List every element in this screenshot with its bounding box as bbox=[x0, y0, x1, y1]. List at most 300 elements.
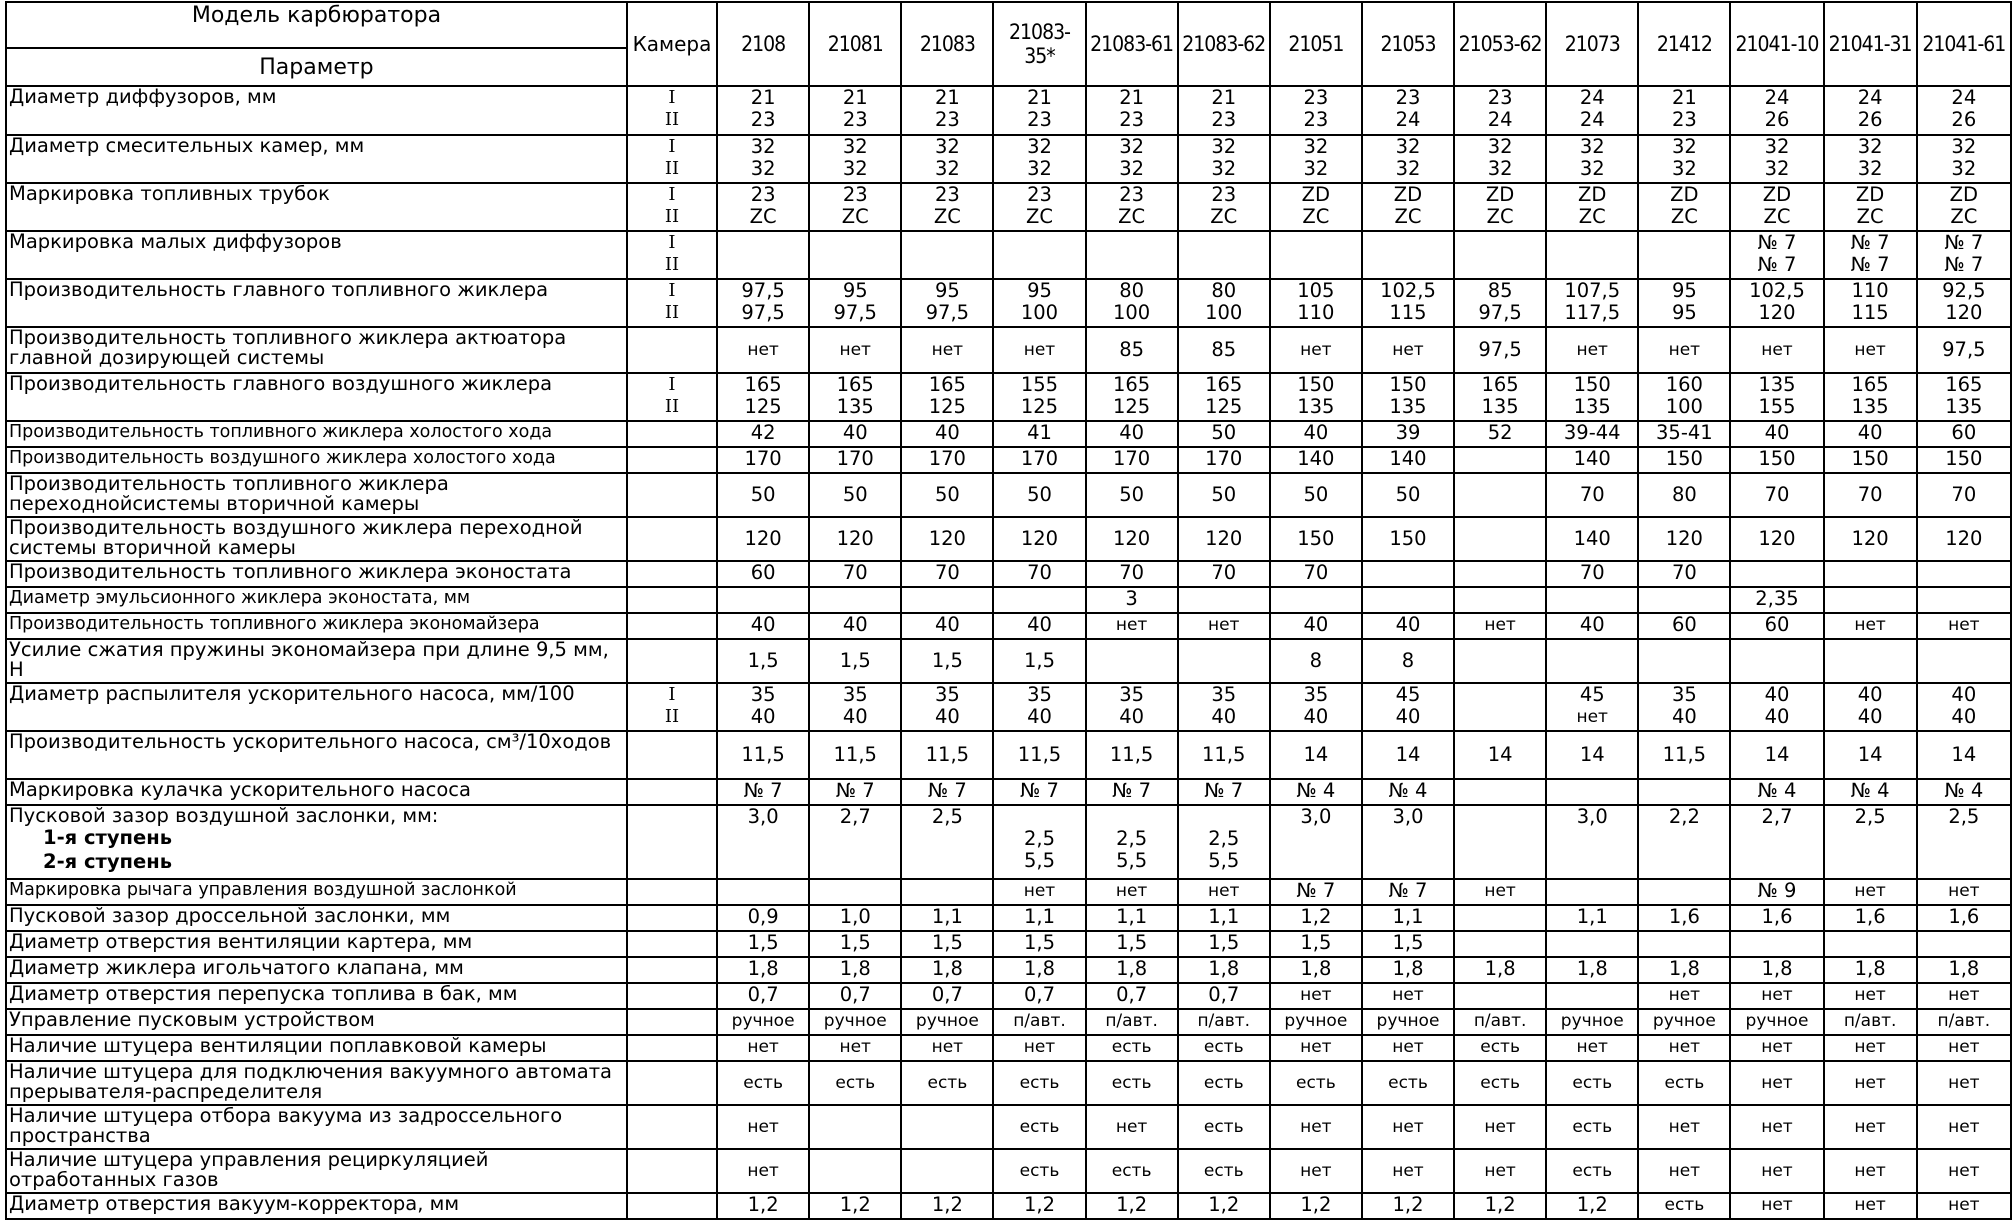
value-cell bbox=[1638, 135, 1730, 183]
value-text: 170 bbox=[1020, 447, 1059, 470]
value-cell bbox=[993, 279, 1085, 327]
value-cell bbox=[1178, 983, 1270, 1009]
value-cell bbox=[1178, 447, 1270, 473]
value-text: нет bbox=[1761, 1195, 1793, 1215]
value-text bbox=[996, 806, 1082, 828]
value-cell bbox=[1270, 931, 1362, 957]
value-text: 40 bbox=[1211, 705, 1237, 728]
value-text: 135 bbox=[1481, 395, 1519, 418]
value-text: 95 bbox=[1671, 279, 1697, 302]
value-cell bbox=[901, 613, 993, 639]
table-row bbox=[6, 779, 2011, 805]
value-cell bbox=[901, 731, 993, 779]
value-cell bbox=[1086, 779, 1178, 805]
value-cell bbox=[1546, 983, 1638, 1009]
value-cell bbox=[1917, 373, 2011, 421]
table-row bbox=[6, 1193, 2011, 1219]
value-text: ручное bbox=[915, 1011, 979, 1031]
value-cell bbox=[1917, 983, 2011, 1009]
value-cell bbox=[1638, 1061, 1730, 1105]
value-cell bbox=[1454, 805, 1546, 879]
value-text: 14 bbox=[1395, 743, 1421, 766]
value-cell bbox=[717, 957, 809, 983]
value-cell bbox=[1730, 1193, 1823, 1219]
value-text: ZC bbox=[933, 205, 961, 228]
value-text: № 7 bbox=[835, 779, 875, 802]
value-text: 95 bbox=[842, 279, 868, 302]
camera-cell bbox=[627, 931, 717, 957]
value-text: 170 bbox=[836, 447, 874, 470]
value-text: 35-41 bbox=[1656, 421, 1713, 444]
value-text: 155 bbox=[1758, 395, 1796, 418]
value-text: 70 bbox=[842, 561, 868, 584]
value-text: 5,5 bbox=[1208, 849, 1240, 872]
value-cell bbox=[1454, 1035, 1546, 1061]
value-cell bbox=[1546, 135, 1638, 183]
value-text: 32 bbox=[1857, 135, 1883, 158]
value-cell bbox=[1546, 805, 1638, 879]
value-cell bbox=[809, 779, 901, 805]
value-cell bbox=[1362, 1193, 1454, 1219]
value-text: 170 bbox=[744, 447, 782, 470]
value-cell bbox=[717, 931, 809, 957]
value-text: нет bbox=[1207, 881, 1240, 901]
value-text: 1,5 bbox=[1116, 931, 1148, 954]
value-text: 120 bbox=[1945, 301, 1983, 324]
value-cell bbox=[1638, 279, 1730, 327]
camera-cell bbox=[627, 1105, 717, 1149]
value-cell bbox=[1730, 517, 1823, 561]
value-cell bbox=[1178, 731, 1270, 779]
value-text: нет bbox=[747, 1037, 779, 1057]
value-cell bbox=[1362, 517, 1454, 561]
value-text: 2,5 bbox=[1854, 805, 1886, 828]
value-text: 110 bbox=[1851, 279, 1889, 302]
value-cell bbox=[1086, 183, 1178, 231]
value-cell bbox=[1824, 1035, 1917, 1061]
value-text: 35 bbox=[1119, 683, 1145, 706]
value-text: 1,1 bbox=[1392, 905, 1424, 928]
value-text: 1,2 bbox=[1208, 1193, 1240, 1216]
value-text: № 7 bbox=[1757, 253, 1797, 276]
value-text: 1,6 bbox=[1668, 905, 1700, 928]
value-text: 3,0 bbox=[1300, 805, 1332, 828]
value-text: 115 bbox=[1389, 301, 1427, 324]
camera-cell bbox=[627, 373, 717, 421]
value-text: 40 bbox=[842, 421, 868, 444]
value-cell bbox=[1638, 183, 1730, 231]
value-cell bbox=[1178, 135, 1270, 183]
value-cell bbox=[1730, 613, 1823, 639]
value-text: 1,8 bbox=[1116, 957, 1148, 980]
value-cell bbox=[1362, 805, 1454, 879]
value-text: 60 bbox=[1951, 421, 1977, 444]
model-column-header: 21041-10 bbox=[1730, 2, 1823, 86]
value-text: 120 bbox=[1112, 527, 1151, 550]
value-cell bbox=[1086, 561, 1178, 587]
value-cell bbox=[1178, 683, 1270, 731]
value-cell bbox=[1824, 639, 1917, 683]
camera-cell bbox=[627, 1009, 717, 1035]
value-cell bbox=[1086, 805, 1178, 879]
value-text: 35 bbox=[1211, 683, 1237, 706]
value-cell bbox=[993, 183, 1085, 231]
value-cell bbox=[1086, 1105, 1178, 1149]
value-cell bbox=[1638, 1105, 1730, 1149]
camera-value: I bbox=[668, 280, 676, 301]
value-cell bbox=[901, 1009, 993, 1035]
value-text: 40 bbox=[1395, 705, 1421, 728]
value-cell bbox=[717, 639, 809, 683]
table-row bbox=[6, 183, 2011, 231]
value-text: нет bbox=[1115, 615, 1148, 635]
value-text: 11,5 bbox=[1662, 743, 1707, 766]
value-text: нет bbox=[1761, 1073, 1793, 1093]
value-text: есть bbox=[1203, 1161, 1244, 1181]
value-cell bbox=[1454, 1009, 1546, 1035]
param-label bbox=[6, 1105, 627, 1149]
value-cell bbox=[1546, 639, 1638, 683]
value-text: ZC bbox=[1950, 205, 1978, 228]
value-text: 32 bbox=[1764, 135, 1790, 158]
value-cell bbox=[1270, 587, 1362, 613]
value-text: № 7 bbox=[1112, 779, 1152, 802]
value-text: 32 bbox=[934, 157, 960, 180]
param-label-text: Наличие штуцера вентиляции поплавковой камеры bbox=[9, 1034, 547, 1057]
value-cell bbox=[1638, 931, 1730, 957]
value-text: ZC bbox=[1394, 205, 1422, 228]
camera-value: I bbox=[668, 684, 676, 705]
value-cell bbox=[1178, 327, 1270, 373]
value-text: 24 bbox=[1395, 108, 1421, 131]
value-cell bbox=[1086, 683, 1178, 731]
value-cell bbox=[1917, 561, 2011, 587]
value-cell bbox=[1638, 231, 1730, 279]
param-label-text: Диаметр жиклера игольчатого клапана, мм bbox=[9, 956, 464, 979]
value-text: 97,5 bbox=[833, 301, 877, 324]
value-cell bbox=[1270, 905, 1362, 931]
value-text: 70 bbox=[1211, 561, 1237, 584]
value-cell bbox=[901, 1061, 993, 1105]
value-text: ZD bbox=[1485, 183, 1515, 206]
value-text: ZD bbox=[1949, 183, 1979, 206]
value-text: нет bbox=[1948, 1195, 1980, 1215]
value-text: п/авт. bbox=[1843, 1011, 1897, 1031]
value-cell bbox=[1270, 1193, 1362, 1219]
model-column-header: 21083-62 bbox=[1178, 2, 1270, 86]
value-text: 35 bbox=[1027, 683, 1052, 706]
value-cell bbox=[1178, 421, 1270, 447]
value-cell bbox=[1454, 1193, 1546, 1219]
value-cell bbox=[809, 135, 901, 183]
value-cell bbox=[993, 931, 1085, 957]
table-row bbox=[6, 731, 2011, 779]
value-text: 1,1 bbox=[931, 905, 963, 928]
value-cell bbox=[1730, 135, 1823, 183]
value-text: 150 bbox=[1573, 373, 1611, 396]
model-column-header: 21053-62 bbox=[1454, 2, 1546, 86]
value-cell bbox=[1270, 279, 1362, 327]
value-text: 1,2 bbox=[1392, 1193, 1424, 1216]
value-text: № 4 bbox=[1757, 779, 1797, 802]
value-text: ZD bbox=[1762, 183, 1792, 206]
value-text: 115 bbox=[1851, 301, 1889, 324]
value-text: № 7 bbox=[1757, 231, 1797, 254]
model-column-header: 21041-61 bbox=[1917, 2, 2011, 86]
value-cell bbox=[717, 279, 809, 327]
value-text: есть bbox=[1111, 1037, 1152, 1057]
value-text: 21 bbox=[1119, 86, 1145, 109]
value-text: 170 bbox=[928, 447, 966, 470]
value-text: есть bbox=[1480, 1073, 1520, 1093]
value-text: 160 bbox=[1665, 373, 1703, 396]
value-text: ZD bbox=[1578, 183, 1607, 206]
value-text: 32 bbox=[1211, 157, 1237, 180]
value-text: 14 bbox=[1487, 743, 1513, 766]
value-cell bbox=[1730, 561, 1823, 587]
value-cell bbox=[1178, 587, 1270, 613]
value-cell bbox=[717, 86, 809, 135]
value-text: 32 bbox=[1211, 135, 1237, 158]
value-cell bbox=[717, 905, 809, 931]
value-text: нет bbox=[747, 1117, 779, 1137]
value-text: 23 bbox=[842, 183, 868, 206]
value-cell bbox=[1824, 183, 1917, 231]
param-label-text: Управление пусковым устройством bbox=[9, 1008, 375, 1031]
value-text: 32 bbox=[1579, 157, 1605, 180]
value-cell bbox=[993, 373, 1085, 421]
value-text: 11,5 bbox=[1109, 743, 1154, 766]
value-cell bbox=[809, 183, 901, 231]
value-text: ZC bbox=[1856, 205, 1884, 228]
value-text: 150 bbox=[1389, 527, 1427, 550]
value-cell bbox=[717, 683, 809, 731]
table-row bbox=[6, 983, 2011, 1009]
value-text: нет bbox=[747, 1161, 779, 1181]
value-text: нет bbox=[1854, 1073, 1886, 1093]
value-text bbox=[1641, 232, 1727, 254]
value-text: 32 bbox=[1395, 157, 1421, 180]
value-cell bbox=[1917, 135, 2011, 183]
value-cell bbox=[1638, 905, 1730, 931]
value-cell bbox=[717, 1193, 809, 1219]
value-text: 117,5 bbox=[1564, 301, 1621, 324]
value-text bbox=[1365, 232, 1451, 254]
value-text: 70 bbox=[1857, 483, 1883, 506]
value-cell bbox=[993, 473, 1085, 517]
param-header-label: Параметр bbox=[6, 48, 627, 86]
value-text: 0,7 bbox=[839, 983, 871, 1006]
value-text: 97,5 bbox=[1478, 301, 1522, 324]
value-text: нет bbox=[1854, 1037, 1886, 1057]
model-column-header: 21083 bbox=[901, 2, 993, 86]
value-text: № 7 bbox=[743, 779, 783, 802]
value-text: ZC bbox=[841, 205, 869, 228]
value-cell bbox=[717, 613, 809, 639]
value-cell bbox=[1638, 879, 1730, 905]
value-text: 1,5 bbox=[1023, 931, 1055, 954]
value-cell bbox=[1730, 639, 1823, 683]
value-cell bbox=[1638, 613, 1730, 639]
value-text: нет bbox=[1761, 985, 1793, 1005]
value-text: 40 bbox=[1119, 705, 1145, 728]
model-column-header: 21051 bbox=[1270, 2, 1362, 86]
camera-cell bbox=[627, 1193, 717, 1219]
value-text: 170 bbox=[1205, 447, 1243, 470]
value-text: 1,6 bbox=[1761, 905, 1793, 928]
value-cell bbox=[1546, 1009, 1638, 1035]
camera-cell bbox=[627, 1035, 717, 1061]
value-text: 85 bbox=[1487, 279, 1513, 302]
value-text: 45 bbox=[1579, 683, 1605, 706]
value-cell bbox=[1546, 447, 1638, 473]
value-cell bbox=[901, 683, 993, 731]
value-text: 1,2 bbox=[1576, 1193, 1608, 1216]
value-cell bbox=[1270, 327, 1362, 373]
value-cell bbox=[717, 779, 809, 805]
table-row bbox=[6, 279, 2011, 327]
value-text: 24 bbox=[1951, 86, 1977, 109]
value-cell bbox=[809, 1193, 901, 1219]
model-column-header: 21081 bbox=[809, 2, 901, 86]
value-cell bbox=[717, 447, 809, 473]
table-row bbox=[6, 1149, 2011, 1193]
value-cell bbox=[1730, 805, 1823, 879]
value-text: 70 bbox=[1027, 561, 1052, 584]
value-cell bbox=[1454, 905, 1546, 931]
value-cell bbox=[1362, 683, 1454, 731]
value-cell bbox=[993, 1035, 1085, 1061]
value-text: 3 bbox=[1125, 587, 1138, 610]
value-text: 140 bbox=[1573, 447, 1611, 470]
value-cell bbox=[1086, 613, 1178, 639]
value-cell bbox=[717, 517, 809, 561]
param-sub-label: 1-я ступень bbox=[43, 826, 173, 849]
value-text: нет bbox=[1761, 1117, 1793, 1137]
value-cell bbox=[1270, 373, 1362, 421]
table-row bbox=[6, 1035, 2011, 1061]
table-row bbox=[6, 957, 2011, 983]
value-cell bbox=[1824, 683, 1917, 731]
value-cell bbox=[1362, 587, 1454, 613]
value-text: 14 bbox=[1764, 743, 1790, 766]
value-cell bbox=[1917, 639, 2011, 683]
value-cell bbox=[1730, 327, 1823, 373]
value-text: 1,1 bbox=[1576, 905, 1608, 928]
value-cell bbox=[1178, 1149, 1270, 1193]
value-cell bbox=[1362, 473, 1454, 517]
param-label-text: Производительность ускорительного насоса, см³/10ходов bbox=[9, 730, 612, 753]
value-cell bbox=[901, 183, 993, 231]
param-label-text: Производительность главного воздушного жиклера bbox=[9, 372, 553, 395]
value-text: ручное bbox=[731, 1011, 795, 1031]
value-cell bbox=[1362, 561, 1454, 587]
value-cell bbox=[809, 447, 901, 473]
table-row bbox=[6, 1061, 2011, 1105]
value-cell bbox=[1824, 983, 1917, 1009]
value-text: 135 bbox=[1573, 395, 1611, 418]
value-cell bbox=[1917, 931, 2011, 957]
value-cell bbox=[1362, 279, 1454, 327]
value-text: нет bbox=[1392, 1117, 1424, 1137]
value-text: 165 bbox=[744, 373, 782, 396]
value-text: 23 bbox=[1119, 183, 1145, 206]
value-cell bbox=[809, 805, 901, 879]
value-cell bbox=[1824, 1105, 1917, 1149]
param-label bbox=[6, 779, 627, 805]
value-cell bbox=[1086, 639, 1178, 683]
value-text: ZC bbox=[1210, 205, 1238, 228]
model-column-header: 21412 bbox=[1638, 2, 1730, 86]
value-text: п/авт. bbox=[1013, 1011, 1066, 1031]
camera-cell bbox=[627, 183, 717, 231]
value-cell bbox=[1824, 447, 1917, 473]
value-cell bbox=[1917, 587, 2011, 613]
value-text: 165 bbox=[1851, 373, 1889, 396]
value-text: нет bbox=[1948, 985, 1980, 1005]
value-text: 39 bbox=[1395, 421, 1421, 444]
value-text: 3,0 bbox=[747, 805, 779, 828]
value-cell bbox=[993, 957, 1085, 983]
value-cell bbox=[1362, 86, 1454, 135]
value-text: 32 bbox=[1487, 135, 1513, 158]
param-label bbox=[6, 639, 627, 683]
value-text bbox=[1181, 232, 1267, 254]
value-cell bbox=[993, 86, 1085, 135]
value-cell bbox=[1917, 447, 2011, 473]
value-cell bbox=[1546, 373, 1638, 421]
value-text: 40 bbox=[1119, 421, 1145, 444]
value-cell bbox=[901, 905, 993, 931]
value-cell bbox=[1730, 879, 1823, 905]
camera-cell bbox=[627, 957, 717, 983]
value-text: нет bbox=[1576, 1037, 1608, 1057]
value-text: нет bbox=[1484, 1161, 1516, 1181]
value-text: 1,1 bbox=[1208, 905, 1240, 928]
value-text: 50 bbox=[1211, 421, 1237, 444]
value-cell bbox=[1362, 183, 1454, 231]
value-cell bbox=[1730, 731, 1823, 779]
value-cell bbox=[1362, 613, 1454, 639]
model-column-header: 21083-61 bbox=[1086, 2, 1178, 86]
value-text: нет bbox=[1300, 1117, 1332, 1137]
camera-value: II bbox=[664, 706, 680, 727]
value-cell bbox=[1362, 327, 1454, 373]
value-cell bbox=[717, 1105, 809, 1149]
value-text: 24 bbox=[1857, 86, 1883, 109]
value-cell bbox=[1638, 86, 1730, 135]
value-cell bbox=[1270, 473, 1362, 517]
value-text: 97,5 bbox=[741, 279, 785, 302]
value-cell bbox=[1546, 86, 1638, 135]
camera-cell bbox=[627, 983, 717, 1009]
value-cell bbox=[1086, 731, 1178, 779]
value-cell bbox=[1270, 1105, 1362, 1149]
value-text bbox=[1181, 806, 1267, 828]
camera-value: II bbox=[664, 158, 680, 179]
value-text bbox=[1273, 232, 1359, 254]
value-text: нет bbox=[1854, 985, 1886, 1005]
value-cell bbox=[717, 231, 809, 279]
value-text: есть bbox=[1480, 1037, 1520, 1057]
param-label-text: Наличие штуцера управления рециркуляцией отработанных газов bbox=[9, 1148, 489, 1191]
value-cell bbox=[1454, 639, 1546, 683]
value-cell bbox=[993, 231, 1085, 279]
value-text: ZD bbox=[1393, 183, 1423, 206]
value-cell bbox=[1917, 1105, 2011, 1149]
value-cell bbox=[1638, 805, 1730, 879]
value-cell bbox=[1917, 731, 2011, 779]
